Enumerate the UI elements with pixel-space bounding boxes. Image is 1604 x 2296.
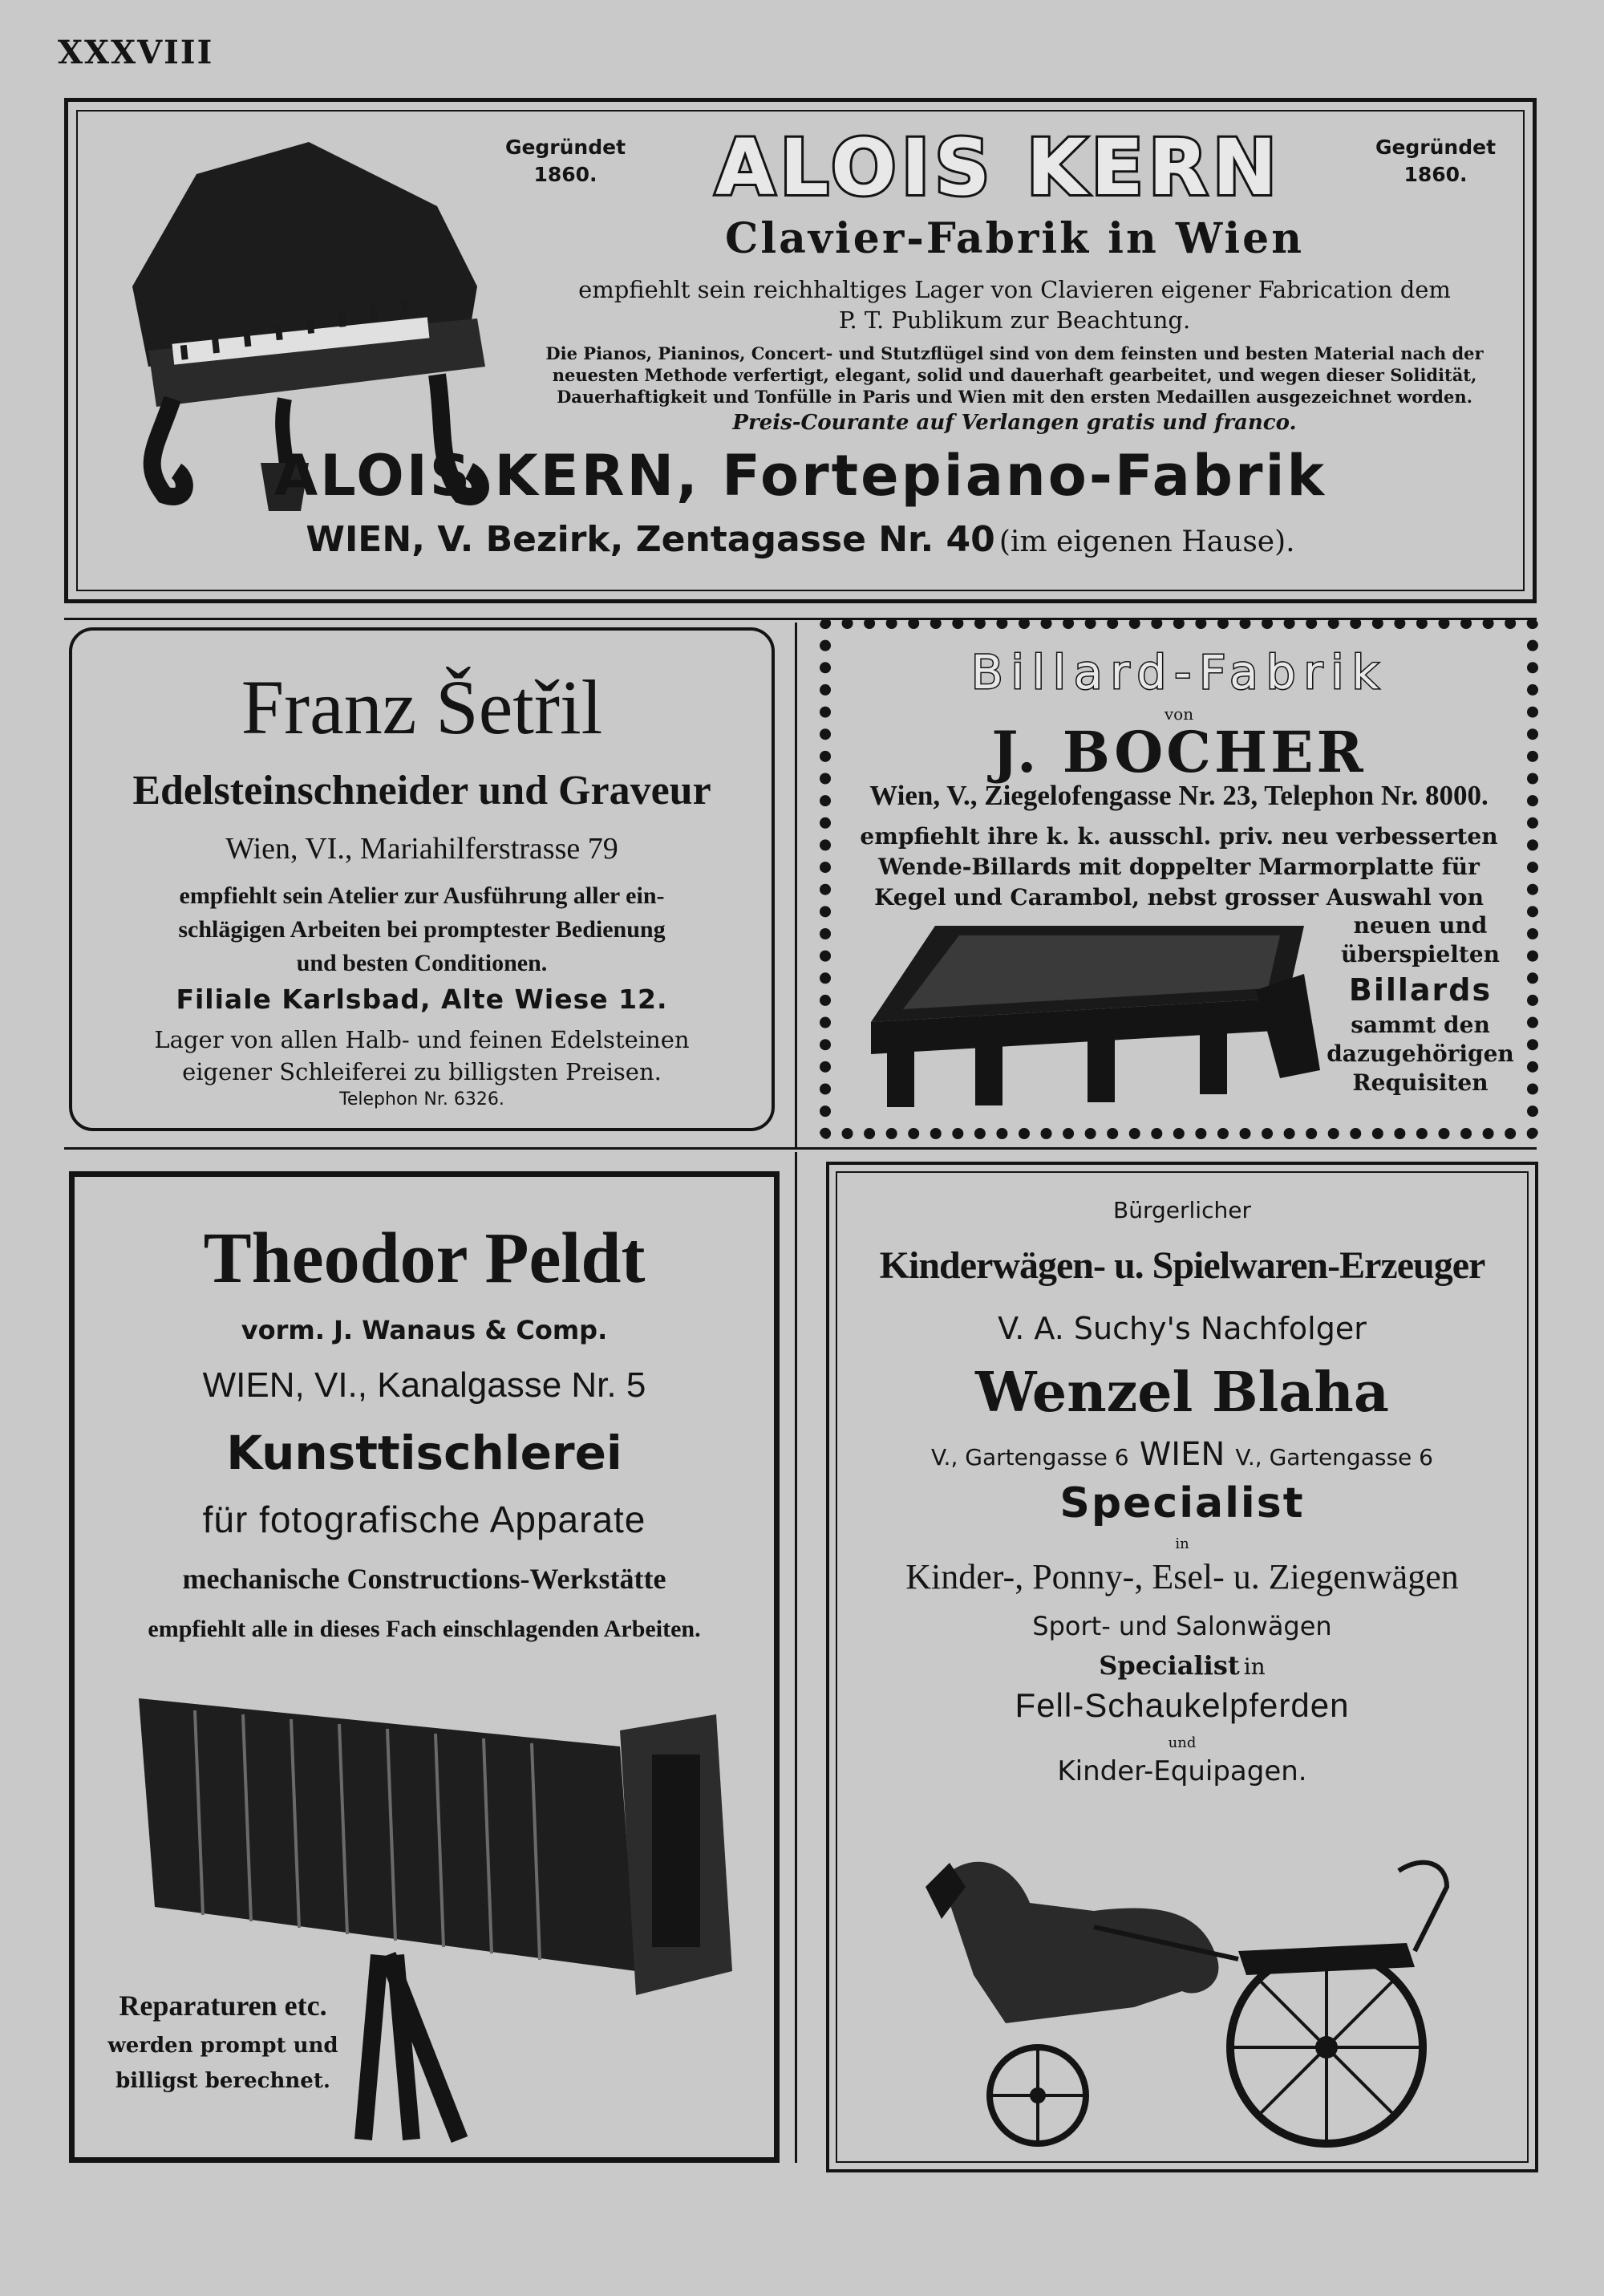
peldt-name: Theodor Peldt [203, 1219, 646, 1298]
page-number: XXXVIII [58, 34, 214, 71]
bocher-heading: Billard-Fabrik [970, 645, 1387, 700]
setril-ad [69, 627, 775, 1131]
blaha-successor: V. A. Suchy's Nachfolger [998, 1311, 1367, 1346]
blaha-sport: Sport- und Salonwägen [1032, 1611, 1332, 1641]
horse-carriage-illustration [893, 1831, 1503, 2152]
blaha-tag: Bürgerlicher [1113, 1197, 1251, 1223]
kern-address: WIEN, V. Bezirk, Zentagasse Nr. 40 (im eigenen Hause). [306, 519, 1295, 560]
setril-text: empfiehlt sein Atelier zur Ausführung aller ein- schlägigen Arbeiten bei promptester Bedienung und besten Conditionen. [178, 882, 666, 976]
bocher-ad [820, 618, 1538, 1139]
setril-branch: Filiale Karlsbad, Alte Wiese 12. [176, 984, 668, 1015]
setril-phone: Telephon Nr. 6326. [339, 1089, 504, 1109]
peldt-former: vorm. J. Wanaus & Comp. [241, 1315, 608, 1345]
kern-title: ALOIS KERN [715, 123, 1282, 213]
founded-right: Gegründet 1860. [1375, 136, 1497, 186]
divider-line [795, 623, 797, 1147]
blaha-address: V., Gartengasse 6 WIEN V., Gartengasse 6 [931, 1436, 1433, 1473]
blaha-products: Kinder-, Ponny-, Esel- u. Ziegenwägen [905, 1557, 1459, 1596]
kern-price-note: Preis-Courante auf Verlangen gratis und franco. [732, 411, 1297, 435]
kern-company: ALOIS KERN, Fortepiano-Fabrik [273, 443, 1327, 509]
blaha-specialist: Specialist [1059, 1479, 1305, 1527]
kern-intro: empfiehlt sein reichhaltiges Lager von Clavieren eigener Fabrication dem P. T. Publikum zur Beachtung. [578, 276, 1451, 334]
peldt-workshop: mechanische Constructions-Werkstätte [182, 1563, 666, 1595]
kern-subtitle: Clavier-Fabrik in Wien [724, 214, 1305, 263]
blaha-und: und [1168, 1734, 1197, 1751]
bocher-address: Wien, V., Ziegelofengasse Nr. 23, Telephon Nr. 8000. [869, 780, 1489, 811]
peldt-offer: empfiehlt alle in dieses Fach einschlagenden Arbeiten. [148, 1616, 701, 1642]
setril-trade: Edelsteinschneider und Graveur [132, 768, 711, 813]
peldt-address: WIEN, VI., Kanalgasse Nr. 5 [202, 1365, 646, 1405]
blaha-trade: Kinderwägen- u. Spielwaren-Erzeuger [879, 1244, 1485, 1287]
setril-name: Franz Šetřil [241, 664, 603, 750]
peldt-ad [69, 1171, 780, 2163]
blaha-in: in [1175, 1535, 1189, 1552]
bocher-von: von [1164, 704, 1194, 724]
blaha-specialist2: Specialist in [1099, 1650, 1266, 1681]
blaha-ad [826, 1162, 1538, 2172]
bocher-text: empfiehlt ihre k. k. ausschl. priv. neu verbesserten Wende-Billards mit doppelter Marmorplatte für Kegel und Carambol, nebst grosser Auswahl von [860, 823, 1498, 911]
kern-details: Die Pianos, Pianinos, Concert- und Stutzflügel sind von dem feinsten und besten Material nach der neuesten Methode verfertigt, elegant, solid und dauerhaft gearbeitet, und wegen dieser Solidität, Dauerhaftigkeit und Tonfülle in Paris und Wien mit den ersten Medaillen ausgezeichnet worden. [545, 343, 1484, 407]
blaha-name: Wenzel Blaha [975, 1361, 1389, 1425]
peldt-for: für fotografische Apparate [202, 1499, 646, 1540]
divider-line [64, 1147, 1537, 1150]
bocher-name: J. BOCHER [991, 719, 1367, 785]
kern-ad [64, 98, 1537, 603]
divider-line [795, 1152, 797, 2163]
blaha-horses: Fell-Schaukelpferden [1015, 1686, 1350, 1724]
bocher-right-text: neuen und überspielten Billards sammt den dazugehörigen Requisiten [1327, 912, 1514, 1096]
setril-address: Wien, VI., Mariahilferstrasse 79 [225, 832, 618, 866]
billiard-table-illustration [855, 910, 1336, 1118]
peldt-repairs: Reparaturen etc. werden prompt und billigst berechnet. [107, 1990, 338, 2093]
peldt-trade: Kunsttischlerei [226, 1426, 622, 1480]
founded-left: Gegründet 1860. [504, 136, 626, 186]
blaha-equip: Kinder-Equipagen. [1057, 1755, 1307, 1787]
setril-stock: Lager von allen Halb- und feinen Edelsteinen eigener Schleiferei zu billigsten Preisen. [154, 1026, 690, 1085]
